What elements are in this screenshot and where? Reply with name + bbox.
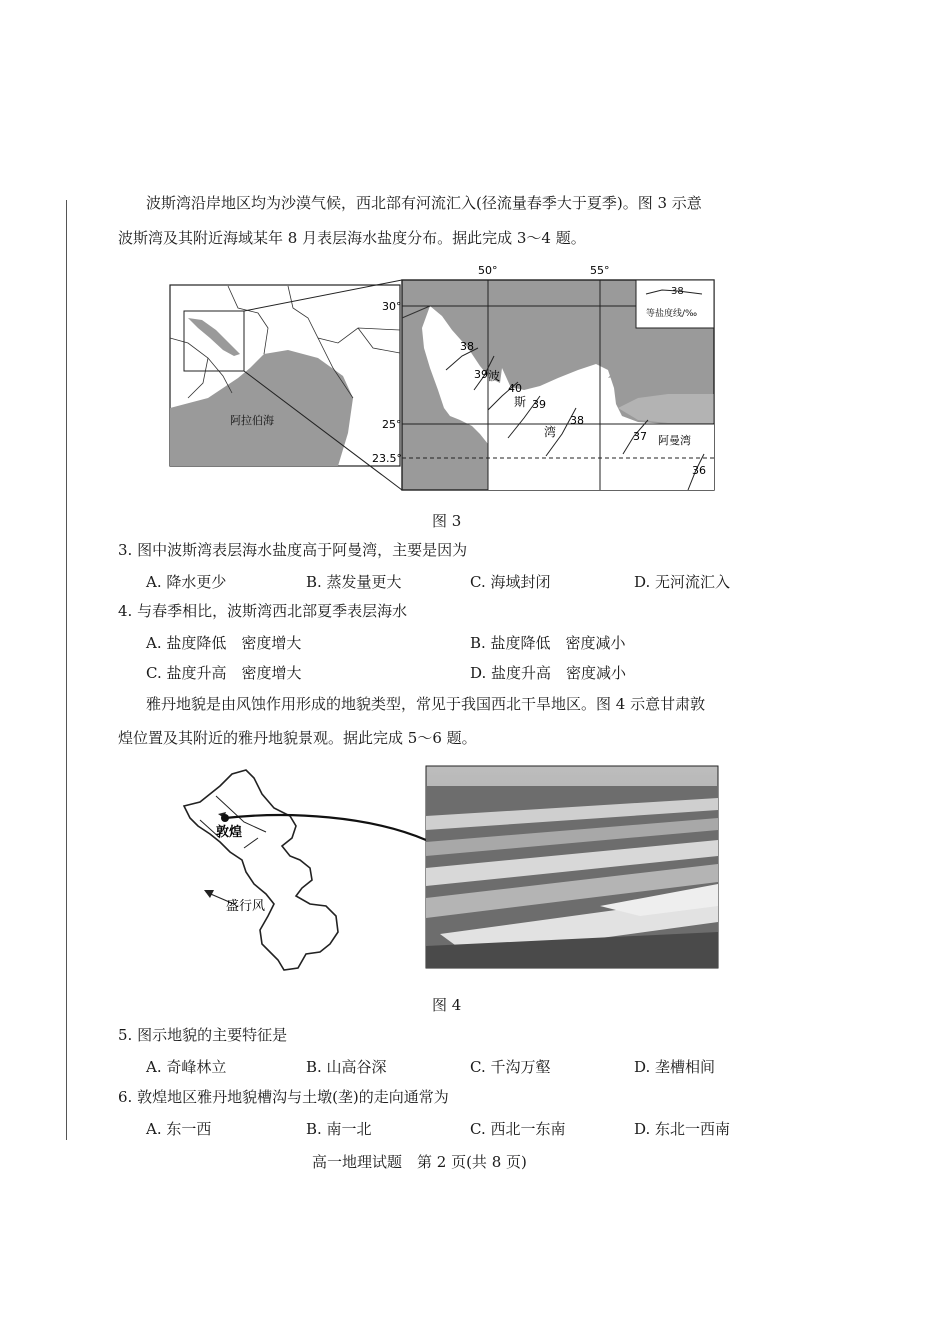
isohaline-label: 39 [474, 368, 488, 381]
main-map [402, 280, 714, 490]
q3-option-a: A. 降水更少 [146, 573, 227, 591]
q5-option-a: A. 奇峰林立 [146, 1058, 227, 1076]
prevailing-wind-label: 盛行风 [226, 899, 266, 914]
isohaline-label: 38 [460, 340, 474, 353]
q4-option-a: A. 盐度降低 密度增大 [146, 634, 302, 652]
q4-option-b: B. 盐度降低 密度减小 [470, 634, 626, 652]
q6-option-b: B. 南一北 [306, 1120, 372, 1138]
gulf-char: 斯 [514, 395, 527, 409]
q4-option-d: D. 盐度升高 密度减小 [470, 664, 627, 682]
dunhuang-label: 敦煌 [216, 825, 243, 840]
q5-option-d: D. 垄槽相间 [634, 1058, 716, 1076]
q6-option-c: C. 西北一东南 [470, 1120, 566, 1138]
intro2-line2: 煌位置及其附近的雅丹地貌景观。据此完成 5～6 题。 [118, 729, 477, 747]
lat-label: 23.5° [372, 452, 402, 465]
isohaline-label: 37 [633, 430, 647, 443]
page-footer: 高一地理试题 第 2 页(共 8 页) [312, 1153, 527, 1171]
q6-stem: 6. 敦煌地区雅丹地貌槽沟与土墩(垄)的走向通常为 [118, 1088, 449, 1106]
legend-value: 38 [671, 286, 684, 297]
intro2-line1: 雅丹地貌是由风蚀作用形成的地貌类型，常见于我国西北干旱地区。图 4 示意甘肃敦 [146, 695, 706, 713]
q5-option-b: B. 山高谷深 [306, 1058, 387, 1076]
gulf-char: 湾 [544, 425, 557, 439]
lat-label: 25° [382, 418, 402, 431]
q5-stem: 5. 图示地貌的主要特征是 [118, 1026, 288, 1044]
inset-map [170, 280, 402, 490]
q5-option-c: C. 千沟万壑 [470, 1058, 551, 1076]
figure-4-caption: 图 4 [432, 996, 462, 1014]
oman-gulf-label: 阿曼湾 [658, 434, 691, 447]
binding-margin-line [66, 200, 67, 1140]
q3-option-c: C. 海域封闭 [470, 573, 551, 591]
q6-option-d: D. 东北一西南 [634, 1120, 731, 1138]
legend-label: 等盐度线/‰ [646, 309, 698, 319]
q4-stem: 4. 与春季相比，波斯湾西北部夏季表层海水 [118, 602, 408, 620]
q3-option-d: D. 无河流汇入 [634, 573, 731, 591]
yardang-photo [426, 766, 718, 968]
lon-label: 50° [478, 264, 498, 277]
gulf-char: 波 [488, 369, 501, 383]
isohaline-label: 40 [508, 382, 522, 395]
figure-4 [170, 756, 726, 976]
q3-option-b: B. 蒸发量更大 [306, 573, 402, 591]
lon-label: 55° [590, 264, 610, 277]
q4-option-c: C. 盐度升高 密度增大 [146, 664, 302, 682]
gansu-outline-map [184, 770, 426, 970]
figure-3-caption: 图 3 [432, 512, 462, 530]
isohaline-label: 36 [692, 464, 706, 477]
intro1-line1: 波斯湾沿岸地区均为沙漠气候，西北部有河流汇入(径流量春季大于夏季)。图 3 示意 [146, 194, 702, 212]
isohaline-label: 39 [532, 398, 546, 411]
q6-option-a: A. 东一西 [146, 1120, 212, 1138]
lat-label: 30° [382, 300, 402, 313]
figure-3-map [168, 258, 728, 498]
arabian-sea-label: 阿拉伯海 [230, 414, 274, 427]
intro1-line2: 波斯湾及其附近海域某年 8 月表层海水盐度分布。据此完成 3～4 题。 [118, 229, 586, 247]
isohaline-label: 38 [570, 414, 584, 427]
q3-stem: 3. 图中波斯湾表层海水盐度高于阿曼湾，主要是因为 [118, 541, 468, 559]
